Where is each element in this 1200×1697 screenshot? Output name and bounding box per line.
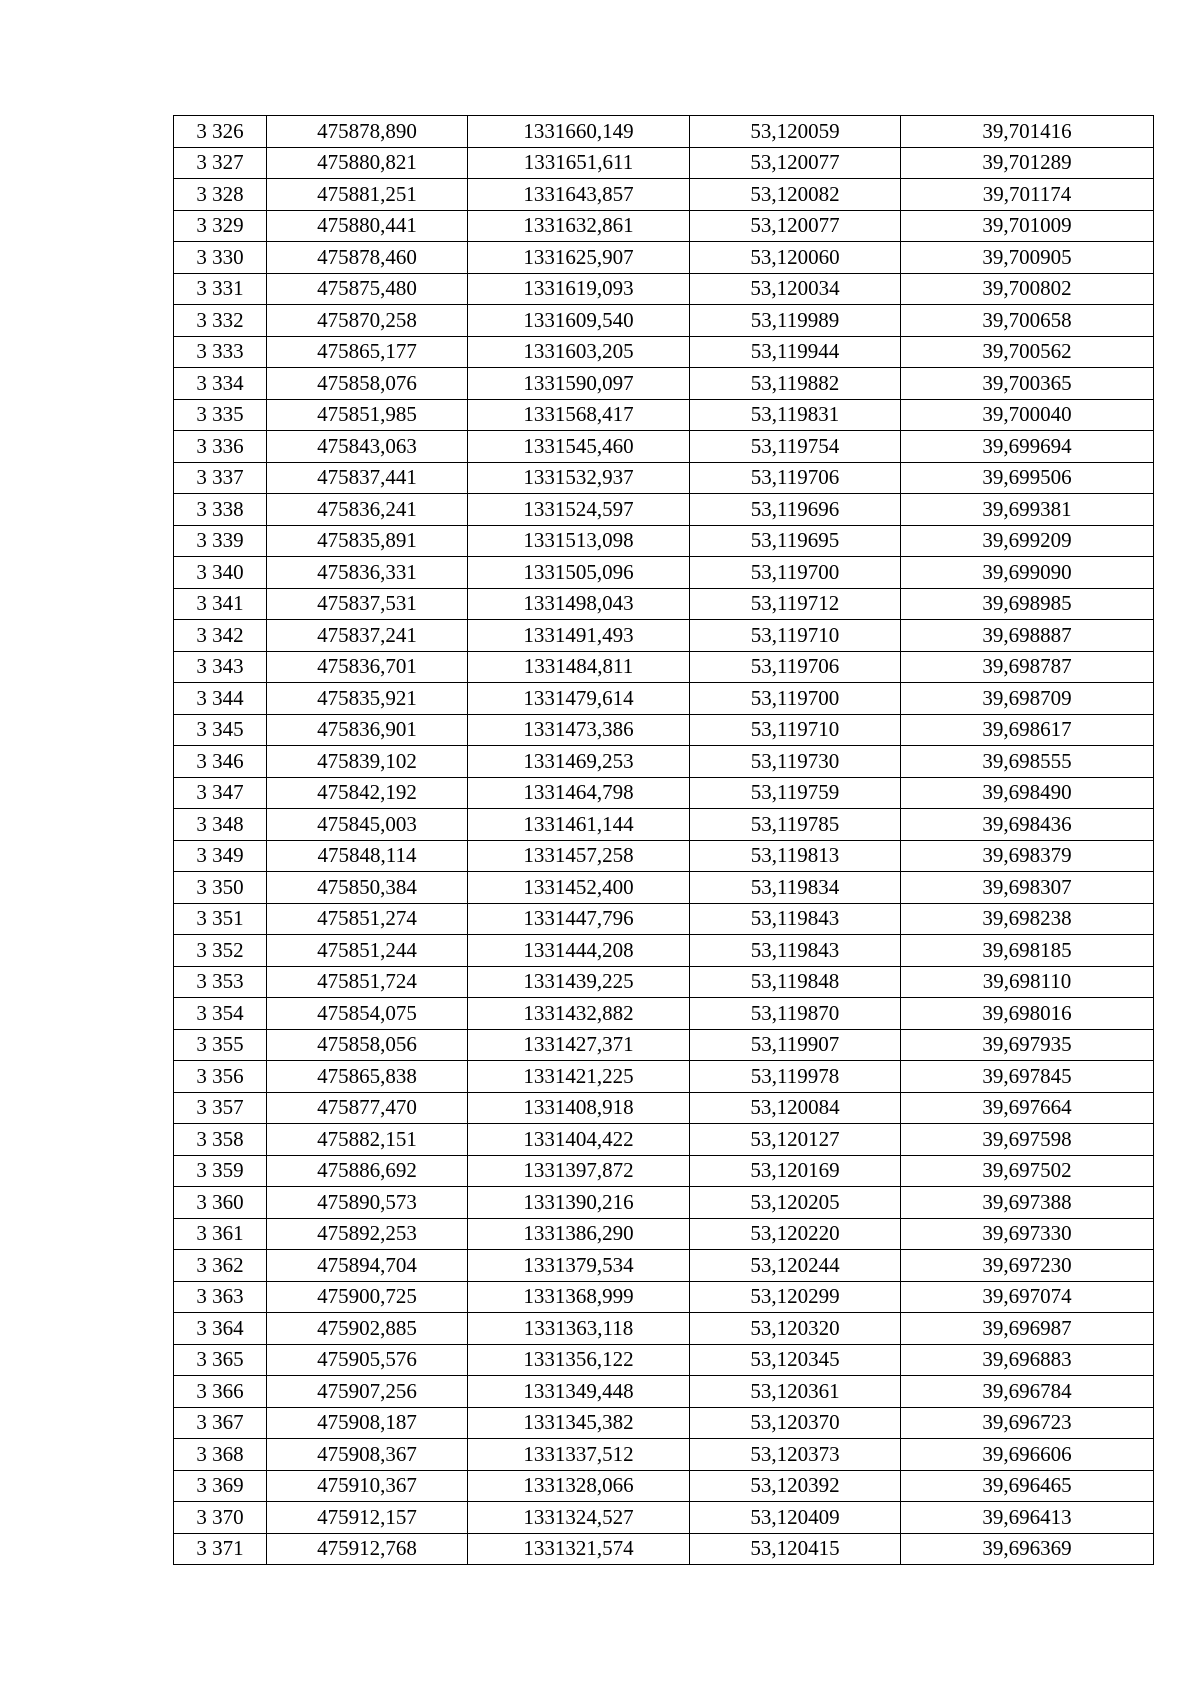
x-coordinate-cell: 475836,701 [267,651,468,683]
latitude-cell: 53,120392 [690,1470,901,1502]
y-coordinate-cell: 1331479,614 [468,683,690,715]
point-number-cell: 3 334 [174,368,267,400]
x-coordinate-cell: 475851,724 [267,966,468,998]
x-coordinate-cell: 475836,901 [267,714,468,746]
x-coordinate-cell: 475912,768 [267,1533,468,1565]
latitude-cell: 53,120320 [690,1313,901,1345]
x-coordinate-cell: 475851,985 [267,399,468,431]
y-coordinate-cell: 1331505,096 [468,557,690,589]
longitude-cell: 39,697074 [901,1281,1154,1313]
longitude-cell: 39,701009 [901,210,1154,242]
x-coordinate-cell: 475870,258 [267,305,468,337]
latitude-cell: 53,120082 [690,179,901,211]
y-coordinate-cell: 1331491,493 [468,620,690,652]
y-coordinate-cell: 1331404,422 [468,1124,690,1156]
point-number-cell: 3 369 [174,1470,267,1502]
table-row [174,1281,1154,1313]
y-coordinate-cell: 1331321,574 [468,1533,690,1565]
point-number-cell: 3 361 [174,1218,267,1250]
longitude-cell: 39,701416 [901,116,1154,148]
y-coordinate-cell: 1331625,907 [468,242,690,274]
y-coordinate-cell: 1331498,043 [468,588,690,620]
latitude-cell: 53,120220 [690,1218,901,1250]
longitude-cell: 39,697230 [901,1250,1154,1282]
table-row [174,273,1154,305]
table-row [174,210,1154,242]
point-number-cell: 3 370 [174,1502,267,1534]
table-row [174,746,1154,778]
y-coordinate-cell: 1331345,382 [468,1407,690,1439]
table-row [174,809,1154,841]
table-row [174,431,1154,463]
x-coordinate-cell: 475850,384 [267,872,468,904]
longitude-cell: 39,696413 [901,1502,1154,1534]
table-row [174,1061,1154,1093]
y-coordinate-cell: 1331439,225 [468,966,690,998]
y-coordinate-cell: 1331464,798 [468,777,690,809]
point-number-cell: 3 337 [174,462,267,494]
latitude-cell: 53,120409 [690,1502,901,1534]
y-coordinate-cell: 1331484,811 [468,651,690,683]
point-number-cell: 3 366 [174,1376,267,1408]
point-number-cell: 3 353 [174,966,267,998]
table-row [174,1439,1154,1471]
y-coordinate-cell: 1331356,122 [468,1344,690,1376]
longitude-cell: 39,697502 [901,1155,1154,1187]
latitude-cell: 53,119843 [690,935,901,967]
latitude-cell: 53,119989 [690,305,901,337]
longitude-cell: 39,696465 [901,1470,1154,1502]
x-coordinate-cell: 475878,890 [267,116,468,148]
latitude-cell: 53,119706 [690,462,901,494]
table-row [174,588,1154,620]
longitude-cell: 39,698617 [901,714,1154,746]
latitude-cell: 53,119882 [690,368,901,400]
latitude-cell: 53,120034 [690,273,901,305]
latitude-cell: 53,119700 [690,683,901,715]
point-number-cell: 3 332 [174,305,267,337]
y-coordinate-cell: 1331513,098 [468,525,690,557]
table-row [174,336,1154,368]
x-coordinate-cell: 475877,470 [267,1092,468,1124]
point-number-cell: 3 328 [174,179,267,211]
longitude-cell: 39,700562 [901,336,1154,368]
longitude-cell: 39,696369 [901,1533,1154,1565]
table-row [174,557,1154,589]
latitude-cell: 53,119978 [690,1061,901,1093]
y-coordinate-cell: 1331590,097 [468,368,690,400]
point-number-cell: 3 338 [174,494,267,526]
x-coordinate-cell: 475880,821 [267,147,468,179]
latitude-cell: 53,119712 [690,588,901,620]
point-number-cell: 3 326 [174,116,267,148]
point-number-cell: 3 365 [174,1344,267,1376]
longitude-cell: 39,698887 [901,620,1154,652]
point-number-cell: 3 340 [174,557,267,589]
point-number-cell: 3 330 [174,242,267,274]
y-coordinate-cell: 1331457,258 [468,840,690,872]
coordinates-table-body [174,116,1154,1565]
longitude-cell: 39,700802 [901,273,1154,305]
x-coordinate-cell: 475880,441 [267,210,468,242]
y-coordinate-cell: 1331408,918 [468,1092,690,1124]
table-row [174,903,1154,935]
longitude-cell: 39,698307 [901,872,1154,904]
y-coordinate-cell: 1331328,066 [468,1470,690,1502]
table-row [174,1155,1154,1187]
latitude-cell: 53,119730 [690,746,901,778]
longitude-cell: 39,698185 [901,935,1154,967]
point-number-cell: 3 371 [174,1533,267,1565]
table-row [174,620,1154,652]
longitude-cell: 39,697664 [901,1092,1154,1124]
point-number-cell: 3 356 [174,1061,267,1093]
latitude-cell: 53,120169 [690,1155,901,1187]
latitude-cell: 53,119710 [690,620,901,652]
x-coordinate-cell: 475886,692 [267,1155,468,1187]
latitude-cell: 53,120370 [690,1407,901,1439]
point-number-cell: 3 333 [174,336,267,368]
table-row [174,179,1154,211]
x-coordinate-cell: 475837,441 [267,462,468,494]
longitude-cell: 39,696784 [901,1376,1154,1408]
latitude-cell: 53,120077 [690,147,901,179]
point-number-cell: 3 354 [174,998,267,1030]
table-row [174,368,1154,400]
y-coordinate-cell: 1331444,208 [468,935,690,967]
table-row [174,777,1154,809]
x-coordinate-cell: 475845,003 [267,809,468,841]
longitude-cell: 39,700365 [901,368,1154,400]
y-coordinate-cell: 1331363,118 [468,1313,690,1345]
table-row [174,872,1154,904]
point-number-cell: 3 363 [174,1281,267,1313]
x-coordinate-cell: 475902,885 [267,1313,468,1345]
y-coordinate-cell: 1331349,448 [468,1376,690,1408]
y-coordinate-cell: 1331397,872 [468,1155,690,1187]
table-row [174,1250,1154,1282]
latitude-cell: 53,119848 [690,966,901,998]
table-row [174,1376,1154,1408]
latitude-cell: 53,120059 [690,116,901,148]
latitude-cell: 53,120373 [690,1439,901,1471]
point-number-cell: 3 346 [174,746,267,778]
longitude-cell: 39,698379 [901,840,1154,872]
table-row [174,651,1154,683]
latitude-cell: 53,119813 [690,840,901,872]
table-row [174,935,1154,967]
table-row [174,998,1154,1030]
x-coordinate-cell: 475908,367 [267,1439,468,1471]
x-coordinate-cell: 475882,151 [267,1124,468,1156]
y-coordinate-cell: 1331660,149 [468,116,690,148]
table-row [174,966,1154,998]
y-coordinate-cell: 1331568,417 [468,399,690,431]
longitude-cell: 39,696883 [901,1344,1154,1376]
y-coordinate-cell: 1331651,611 [468,147,690,179]
point-number-cell: 3 342 [174,620,267,652]
longitude-cell: 39,696987 [901,1313,1154,1345]
y-coordinate-cell: 1331421,225 [468,1061,690,1093]
y-coordinate-cell: 1331324,527 [468,1502,690,1534]
latitude-cell: 53,119696 [690,494,901,526]
longitude-cell: 39,700658 [901,305,1154,337]
longitude-cell: 39,697935 [901,1029,1154,1061]
point-number-cell: 3 348 [174,809,267,841]
longitude-cell: 39,698787 [901,651,1154,683]
point-number-cell: 3 331 [174,273,267,305]
y-coordinate-cell: 1331432,882 [468,998,690,1030]
point-number-cell: 3 347 [174,777,267,809]
x-coordinate-cell: 475910,367 [267,1470,468,1502]
point-number-cell: 3 358 [174,1124,267,1156]
table-row [174,399,1154,431]
table-row [174,1029,1154,1061]
y-coordinate-cell: 1331386,290 [468,1218,690,1250]
point-number-cell: 3 341 [174,588,267,620]
longitude-cell: 39,700040 [901,399,1154,431]
y-coordinate-cell: 1331603,205 [468,336,690,368]
x-coordinate-cell: 475842,192 [267,777,468,809]
latitude-cell: 53,119785 [690,809,901,841]
point-number-cell: 3 343 [174,651,267,683]
y-coordinate-cell: 1331337,512 [468,1439,690,1471]
x-coordinate-cell: 475848,114 [267,840,468,872]
longitude-cell: 39,697598 [901,1124,1154,1156]
point-number-cell: 3 339 [174,525,267,557]
point-number-cell: 3 357 [174,1092,267,1124]
latitude-cell: 53,120244 [690,1250,901,1282]
point-number-cell: 3 360 [174,1187,267,1219]
table-row [174,147,1154,179]
table-row [174,1313,1154,1345]
table-row [174,1502,1154,1534]
coordinates-table [173,115,1154,1565]
point-number-cell: 3 327 [174,147,267,179]
table-row [174,494,1154,526]
latitude-cell: 53,119834 [690,872,901,904]
latitude-cell: 53,120299 [690,1281,901,1313]
latitude-cell: 53,119754 [690,431,901,463]
longitude-cell: 39,698016 [901,998,1154,1030]
x-coordinate-cell: 475905,576 [267,1344,468,1376]
y-coordinate-cell: 1331532,937 [468,462,690,494]
longitude-cell: 39,699381 [901,494,1154,526]
y-coordinate-cell: 1331632,861 [468,210,690,242]
x-coordinate-cell: 475858,056 [267,1029,468,1061]
latitude-cell: 53,119700 [690,557,901,589]
y-coordinate-cell: 1331469,253 [468,746,690,778]
point-number-cell: 3 362 [174,1250,267,1282]
y-coordinate-cell: 1331609,540 [468,305,690,337]
x-coordinate-cell: 475836,331 [267,557,468,589]
latitude-cell: 53,119759 [690,777,901,809]
x-coordinate-cell: 475892,253 [267,1218,468,1250]
longitude-cell: 39,699694 [901,431,1154,463]
point-number-cell: 3 344 [174,683,267,715]
point-number-cell: 3 350 [174,872,267,904]
table-row [174,1407,1154,1439]
x-coordinate-cell: 475836,241 [267,494,468,526]
longitude-cell: 39,698110 [901,966,1154,998]
latitude-cell: 53,119831 [690,399,901,431]
x-coordinate-cell: 475875,480 [267,273,468,305]
table-row [174,1187,1154,1219]
latitude-cell: 53,119706 [690,651,901,683]
table-row [174,525,1154,557]
x-coordinate-cell: 475890,573 [267,1187,468,1219]
y-coordinate-cell: 1331368,999 [468,1281,690,1313]
latitude-cell: 53,119710 [690,714,901,746]
point-number-cell: 3 349 [174,840,267,872]
latitude-cell: 53,119870 [690,998,901,1030]
x-coordinate-cell: 475839,102 [267,746,468,778]
x-coordinate-cell: 475858,076 [267,368,468,400]
latitude-cell: 53,120415 [690,1533,901,1565]
point-number-cell: 3 329 [174,210,267,242]
latitude-cell: 53,120060 [690,242,901,274]
point-number-cell: 3 367 [174,1407,267,1439]
x-coordinate-cell: 475894,704 [267,1250,468,1282]
point-number-cell: 3 351 [174,903,267,935]
point-number-cell: 3 364 [174,1313,267,1345]
point-number-cell: 3 352 [174,935,267,967]
longitude-cell: 39,699209 [901,525,1154,557]
latitude-cell: 53,119695 [690,525,901,557]
longitude-cell: 39,698985 [901,588,1154,620]
x-coordinate-cell: 475851,274 [267,903,468,935]
point-number-cell: 3 359 [174,1155,267,1187]
x-coordinate-cell: 475837,531 [267,588,468,620]
point-number-cell: 3 336 [174,431,267,463]
table-row [174,683,1154,715]
x-coordinate-cell: 475837,241 [267,620,468,652]
y-coordinate-cell: 1331447,796 [468,903,690,935]
table-row [174,1533,1154,1565]
x-coordinate-cell: 475851,244 [267,935,468,967]
y-coordinate-cell: 1331643,857 [468,179,690,211]
x-coordinate-cell: 475881,251 [267,179,468,211]
y-coordinate-cell: 1331619,093 [468,273,690,305]
longitude-cell: 39,698238 [901,903,1154,935]
longitude-cell: 39,698490 [901,777,1154,809]
table-row [174,116,1154,148]
longitude-cell: 39,701289 [901,147,1154,179]
x-coordinate-cell: 475865,838 [267,1061,468,1093]
table-row [174,714,1154,746]
longitude-cell: 39,698555 [901,746,1154,778]
point-number-cell: 3 355 [174,1029,267,1061]
point-number-cell: 3 335 [174,399,267,431]
latitude-cell: 53,119944 [690,336,901,368]
y-coordinate-cell: 1331461,144 [468,809,690,841]
longitude-cell: 39,698436 [901,809,1154,841]
table-row [174,840,1154,872]
longitude-cell: 39,697388 [901,1187,1154,1219]
latitude-cell: 53,120127 [690,1124,901,1156]
latitude-cell: 53,119843 [690,903,901,935]
longitude-cell: 39,696606 [901,1439,1154,1471]
table-row [174,242,1154,274]
y-coordinate-cell: 1331524,597 [468,494,690,526]
y-coordinate-cell: 1331452,400 [468,872,690,904]
latitude-cell: 53,119907 [690,1029,901,1061]
longitude-cell: 39,698709 [901,683,1154,715]
table-row [174,305,1154,337]
latitude-cell: 53,120084 [690,1092,901,1124]
x-coordinate-cell: 475835,921 [267,683,468,715]
longitude-cell: 39,699090 [901,557,1154,589]
y-coordinate-cell: 1331427,371 [468,1029,690,1061]
x-coordinate-cell: 475908,187 [267,1407,468,1439]
longitude-cell: 39,697845 [901,1061,1154,1093]
latitude-cell: 53,120077 [690,210,901,242]
x-coordinate-cell: 475878,460 [267,242,468,274]
x-coordinate-cell: 475843,063 [267,431,468,463]
y-coordinate-cell: 1331390,216 [468,1187,690,1219]
latitude-cell: 53,120345 [690,1344,901,1376]
table-row [174,1124,1154,1156]
latitude-cell: 53,120205 [690,1187,901,1219]
table-row [174,1470,1154,1502]
x-coordinate-cell: 475907,256 [267,1376,468,1408]
table-row [174,1344,1154,1376]
longitude-cell: 39,701174 [901,179,1154,211]
table-row [174,1092,1154,1124]
y-coordinate-cell: 1331379,534 [468,1250,690,1282]
longitude-cell: 39,699506 [901,462,1154,494]
x-coordinate-cell: 475900,725 [267,1281,468,1313]
x-coordinate-cell: 475865,177 [267,336,468,368]
longitude-cell: 39,696723 [901,1407,1154,1439]
y-coordinate-cell: 1331473,386 [468,714,690,746]
longitude-cell: 39,700905 [901,242,1154,274]
table-row [174,462,1154,494]
x-coordinate-cell: 475912,157 [267,1502,468,1534]
latitude-cell: 53,120361 [690,1376,901,1408]
y-coordinate-cell: 1331545,460 [468,431,690,463]
table-row [174,1218,1154,1250]
point-number-cell: 3 368 [174,1439,267,1471]
longitude-cell: 39,697330 [901,1218,1154,1250]
x-coordinate-cell: 475854,075 [267,998,468,1030]
x-coordinate-cell: 475835,891 [267,525,468,557]
point-number-cell: 3 345 [174,714,267,746]
